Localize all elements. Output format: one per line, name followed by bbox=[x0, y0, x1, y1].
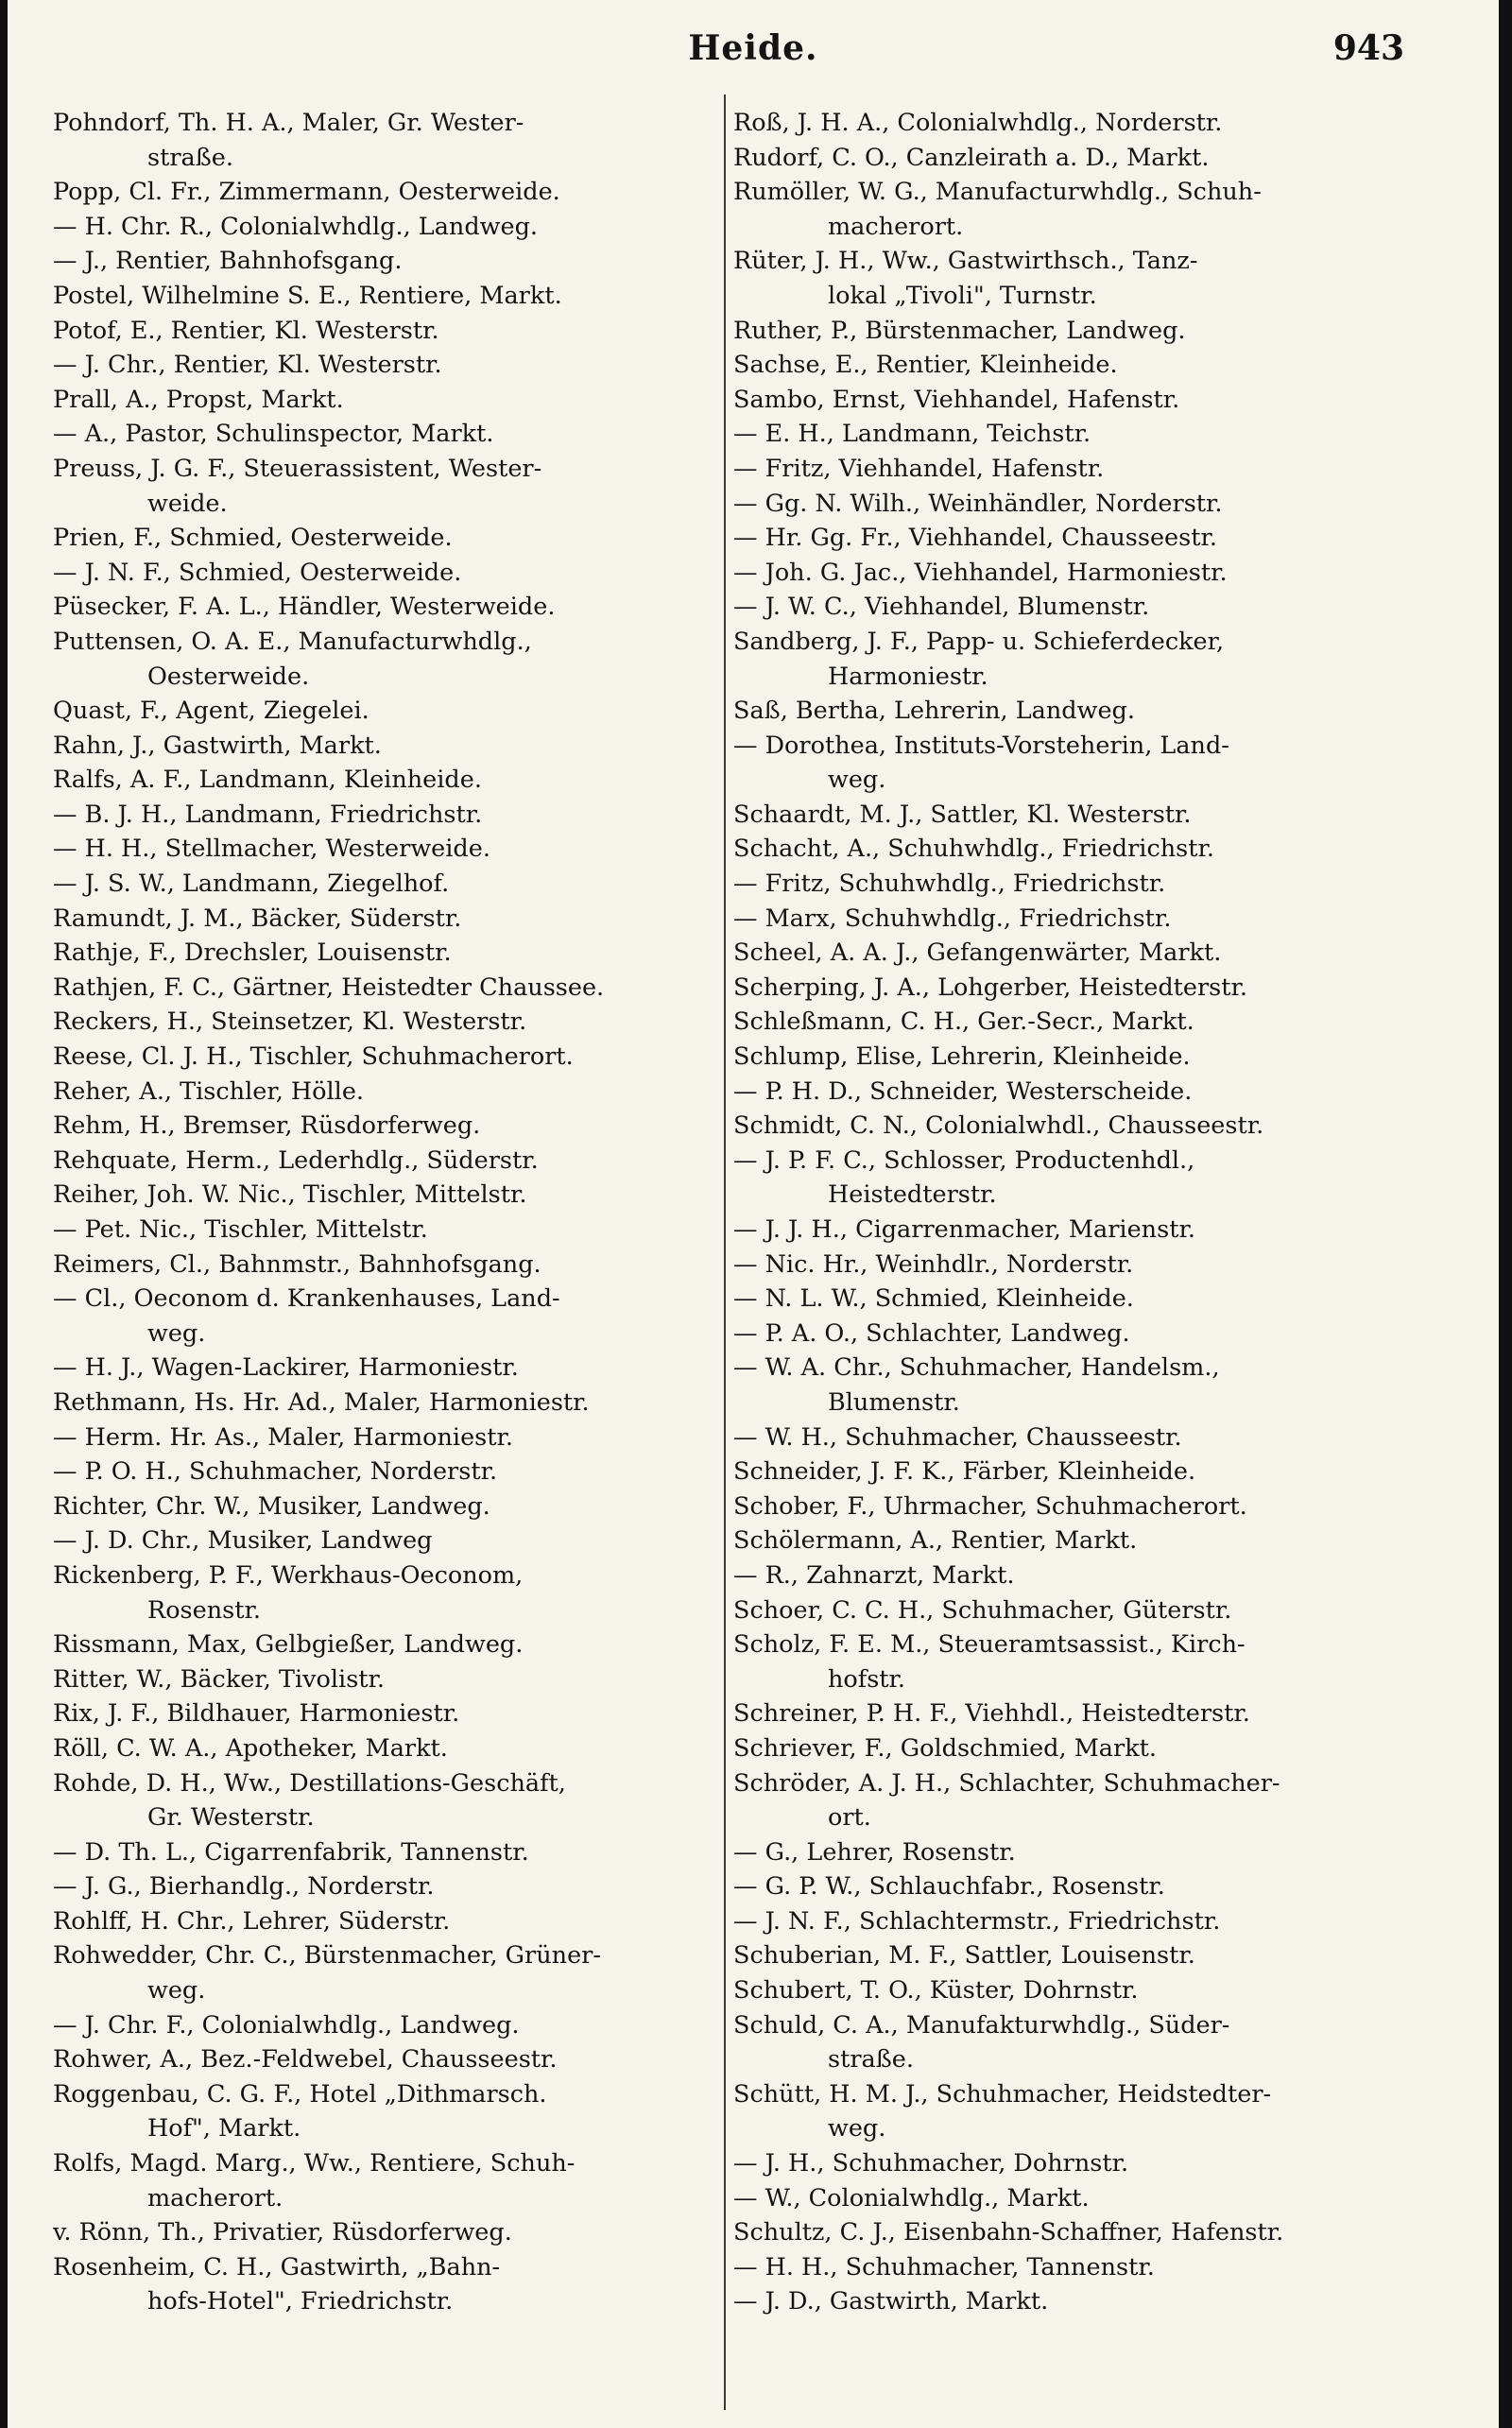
directory-entry: Rathjen, F. C., Gärtner, Heistedter Chaussee. bbox=[53, 973, 605, 1002]
directory-entry: — Joh. G. Jac., Viehhandel, Harmoniestr. bbox=[733, 558, 1228, 587]
directory-entry: Rosenheim, C. H., Gastwirth, „Bahn- bbox=[53, 2252, 501, 2282]
directory-entry: — Fritz, Viehhandel, Hafenstr. bbox=[733, 454, 1105, 483]
directory-entry: Schröder, A. J. H., Schlachter, Schuhmacher- bbox=[733, 1768, 1280, 1798]
directory-entry: — Fritz, Schuhwhdlg., Friedrichstr. bbox=[733, 870, 1166, 899]
entry-continuation: hofs-Hotel", Friedrichstr. bbox=[147, 2287, 454, 2316]
entry-continuation: Blumenstr. bbox=[828, 1387, 960, 1417]
directory-entry: — J. D. Chr., Musiker, Landweg bbox=[53, 1526, 433, 1556]
directory-entry: v. Rönn, Th., Privatier, Rüsdorferweg. bbox=[53, 2218, 512, 2247]
page-header bbox=[8, 28, 1499, 76]
directory-entry: Scheel, A. A. J., Gefangenwärter, Markt. bbox=[733, 938, 1222, 968]
directory-entry: Puttensen, O. A. E., Manufacturwhdlg., bbox=[53, 627, 532, 656]
directory-entry: Sandberg, J. F., Papp- u. Schieferdecker, bbox=[733, 627, 1225, 656]
directory-entry: — J. Chr., Rentier, Kl. Westerstr. bbox=[53, 351, 442, 380]
directory-entry: Rohlff, H. Chr., Lehrer, Süderstr. bbox=[53, 1906, 451, 1936]
directory-entry: — P. A. O., Schlachter, Landweg. bbox=[733, 1318, 1130, 1348]
directory-entry: Preuss, J. G. F., Steuerassistent, Wester- bbox=[53, 454, 542, 483]
directory-entry: Schmidt, C. N., Colonialwhdl., Chausseestr. bbox=[733, 1111, 1264, 1141]
directory-entry: Schaardt, M. J., Sattler, Kl. Westerstr. bbox=[733, 800, 1192, 829]
directory-entry: — B. J. H., Landmann, Friedrichstr. bbox=[53, 800, 483, 829]
entry-continuation: Heistedterstr. bbox=[828, 1180, 997, 1210]
directory-entry: Prall, A., Propst, Markt. bbox=[53, 385, 344, 414]
directory-entry: Ruther, P., Bürstenmacher, Landweg. bbox=[733, 316, 1186, 345]
directory-entry: Reimers, Cl., Bahnmstr., Bahnhofsgang. bbox=[53, 1249, 541, 1279]
directory-entry: — J. P. F. C., Schlosser, Productenhdl., bbox=[733, 1145, 1195, 1175]
entry-continuation: ort. bbox=[828, 1803, 871, 1833]
entry-continuation: Hof", Markt. bbox=[147, 2114, 301, 2144]
directory-entry: — J. H., Schuhmacher, Dohrnstr. bbox=[733, 2149, 1129, 2178]
directory-entry: — G. P. W., Schlauchfabr., Rosenstr. bbox=[733, 1872, 1165, 1902]
page-number: 943 bbox=[1332, 28, 1404, 68]
entry-continuation: Rosenstr. bbox=[147, 1595, 261, 1625]
directory-entry: — P. O. H., Schuhmacher, Norderstr. bbox=[53, 1457, 498, 1487]
column-rule bbox=[724, 95, 726, 2410]
directory-entry: Rehquate, Herm., Lederhdlg., Süderstr. bbox=[53, 1145, 539, 1175]
directory-entry: — W., Colonialwhdlg., Markt. bbox=[733, 2183, 1090, 2213]
entry-continuation: Gr. Westerstr. bbox=[147, 1803, 315, 1833]
directory-entry: Schreiner, P. H. F., Viehhdl., Heistedterstr. bbox=[733, 1699, 1250, 1729]
directory-entry: Rethmann, Hs. Hr. Ad., Maler, Harmoniestr. bbox=[53, 1387, 590, 1417]
directory-entry: Schleßmann, C. H., Ger.-Secr., Markt. bbox=[733, 1007, 1194, 1037]
directory-entry: — R., Zahnarzt, Markt. bbox=[733, 1560, 1015, 1590]
directory-entry: Sachse, E., Rentier, Kleinheide. bbox=[733, 351, 1118, 380]
entry-continuation: straße. bbox=[147, 143, 233, 172]
directory-entry: — J. S. W., Landmann, Ziegelhof. bbox=[53, 870, 450, 899]
directory-entry: Ramundt, J. M., Bäcker, Süderstr. bbox=[53, 904, 462, 933]
directory-entry: Schlump, Elise, Lehrerin, Kleinheide. bbox=[733, 1042, 1191, 1072]
directory-entry: — D. Th. L., Cigarrenfabrik, Tannenstr. bbox=[53, 1837, 529, 1867]
entry-continuation: weg. bbox=[828, 766, 886, 795]
directory-entry: Roggenbau, C. G. F., Hotel „Dithmarsch. bbox=[53, 2079, 547, 2109]
entry-continuation: macherort. bbox=[828, 212, 964, 241]
directory-entry: Richter, Chr. W., Musiker, Landweg. bbox=[53, 1491, 490, 1521]
entry-continuation: straße. bbox=[828, 2045, 914, 2075]
directory-entry: — J. Chr. F., Colonialwhdlg., Landweg. bbox=[53, 2010, 520, 2040]
directory-entry: Schriever, F., Goldschmied, Markt. bbox=[733, 1733, 1158, 1763]
entry-continuation: macherort. bbox=[147, 2183, 284, 2213]
directory-entry: — W. A. Chr., Schuhmacher, Handelsm., bbox=[733, 1353, 1220, 1383]
directory-entry: — G., Lehrer, Rosenstr. bbox=[733, 1837, 1016, 1867]
directory-entry: Rohde, D. H., Ww., Destillations-Geschäft, bbox=[53, 1768, 566, 1798]
entry-continuation: weide. bbox=[147, 489, 228, 518]
directory-entry: Schoer, C. C. H., Schuhmacher, Güterstr. bbox=[733, 1595, 1232, 1625]
directory-entry: — H. H., Schuhmacher, Tannenstr. bbox=[733, 2252, 1155, 2282]
directory-entry: — J. N. F., Schlachtermstr., Friedrichstr. bbox=[733, 1906, 1221, 1936]
directory-entry: Ritter, W., Bäcker, Tivolistr. bbox=[53, 1664, 386, 1694]
left-column bbox=[53, 106, 714, 2319]
directory-entry: — Herm. Hr. As., Maler, Harmoniestr. bbox=[53, 1422, 513, 1452]
directory-entry: Püsecker, F. A. L., Händler, Westerweide. bbox=[53, 593, 556, 622]
directory-entry: Reher, A., Tischler, Hölle. bbox=[53, 1076, 365, 1106]
directory-entry: Schölermann, A., Rentier, Markt. bbox=[733, 1526, 1138, 1556]
directory-entry: Ralfs, A. F., Landmann, Kleinheide. bbox=[53, 766, 482, 795]
directory-entry: Popp, Cl. Fr., Zimmermann, Oesterweide. bbox=[53, 178, 560, 207]
directory-entry: Schuberian, M. F., Sattler, Louisenstr. bbox=[733, 1941, 1195, 1971]
directory-entry: Schütt, H. M. J., Schuhmacher, Heidstedter- bbox=[733, 2079, 1272, 2109]
directory-entry: Rehm, H., Bremser, Rüsdorferweg. bbox=[53, 1111, 481, 1141]
running-head: Heide. bbox=[688, 28, 818, 68]
directory-entry: Rohwer, A., Bez.-Feldwebel, Chausseestr. bbox=[53, 2045, 558, 2075]
directory-entry: Rathje, F., Drechsler, Louisenstr. bbox=[53, 938, 452, 968]
directory-entry: Rumöller, W. G., Manufacturwhdlg., Schuh- bbox=[733, 178, 1262, 207]
directory-entry: Schober, F., Uhrmacher, Schuhmacherort. bbox=[733, 1491, 1247, 1521]
entry-continuation: Harmoniestr. bbox=[828, 662, 988, 691]
entry-continuation: lokal „Tivoli", Turnstr. bbox=[828, 281, 1097, 310]
directory-entry: Scholz, F. E. M., Steueramtsassist., Kirch- bbox=[733, 1630, 1246, 1660]
directory-entry: — W. H., Schuhmacher, Chausseestr. bbox=[733, 1422, 1182, 1452]
entry-continuation: Oesterweide. bbox=[147, 662, 310, 691]
directory-entry: Schneider, J. F. K., Färber, Kleinheide. bbox=[733, 1457, 1196, 1487]
directory-entry: — Gg. N. Wilh., Weinhändler, Norderstr. bbox=[733, 489, 1223, 518]
directory-entry: Schacht, A., Schuhwhdlg., Friedrichstr. bbox=[733, 835, 1214, 864]
directory-entry: — J. J. H., Cigarrenmacher, Marienstr. bbox=[733, 1215, 1195, 1244]
directory-entry: — Nic. Hr., Weinhdlr., Norderstr. bbox=[733, 1249, 1134, 1279]
directory-entry: Rix, J. F., Bildhauer, Harmoniestr. bbox=[53, 1699, 460, 1729]
directory-entry: — Marx, Schuhwhdlg., Friedrichstr. bbox=[733, 904, 1172, 933]
directory-entry: — Dorothea, Instituts-Vorsteherin, Land- bbox=[733, 731, 1229, 760]
directory-entry: — H. Chr. R., Colonialwhdlg., Landweg. bbox=[53, 212, 539, 241]
directory-page bbox=[8, 0, 1499, 2428]
directory-entry: Potof, E., Rentier, Kl. Westerstr. bbox=[53, 316, 439, 345]
directory-entry: Rohwedder, Chr. C., Bürstenmacher, Grüner- bbox=[53, 1941, 601, 1971]
entry-continuation: weg. bbox=[828, 2114, 886, 2144]
directory-entry: — H. J., Wagen-Lackirer, Harmoniestr. bbox=[53, 1353, 519, 1383]
directory-entry: Rissmann, Max, Gelbgießer, Landweg. bbox=[53, 1630, 524, 1660]
directory-entry: Roß, J. H. A., Colonialwhdlg., Norderstr. bbox=[733, 109, 1223, 137]
entry-continuation: hofstr. bbox=[828, 1664, 906, 1694]
directory-entry: — J., Rentier, Bahnhofsgang. bbox=[53, 247, 403, 276]
entry-continuation: weg. bbox=[147, 1318, 206, 1348]
directory-entry: Rickenberg, P. F., Werkhaus-Oeconom, bbox=[53, 1560, 524, 1590]
directory-entry: — J. N. F., Schmied, Oesterweide. bbox=[53, 558, 462, 587]
right-column bbox=[733, 106, 1480, 2319]
directory-entry: Rudorf, C. O., Canzleirath a. D., Markt. bbox=[733, 143, 1210, 172]
directory-entry: — P. H. D., Schneider, Westerscheide. bbox=[733, 1076, 1193, 1106]
directory-entry: — J. D., Gastwirth, Markt. bbox=[733, 2287, 1049, 2316]
directory-entry: Reese, Cl. J. H., Tischler, Schuhmacherort. bbox=[53, 1042, 574, 1072]
directory-entry: — N. L. W., Schmied, Kleinheide. bbox=[733, 1284, 1134, 1314]
directory-entry: Saß, Bertha, Lehrerin, Landweg. bbox=[733, 697, 1135, 726]
directory-entry: Rolfs, Magd. Marg., Ww., Rentiere, Schuh- bbox=[53, 2149, 576, 2178]
directory-entry: Schuld, C. A., Manufakturwhdlg., Süder- bbox=[733, 2010, 1230, 2040]
directory-entry: Reiher, Joh. W. Nic., Tischler, Mittelstr. bbox=[53, 1180, 527, 1210]
directory-entry: — H. H., Stellmacher, Westerweide. bbox=[53, 835, 490, 864]
directory-entry: — Pet. Nic., Tischler, Mittelstr. bbox=[53, 1215, 428, 1244]
directory-entry: — Cl., Oeconom d. Krankenhauses, Land- bbox=[53, 1284, 560, 1314]
directory-entry: Schultz, C. J., Eisenbahn-Schaffner, Hafenstr. bbox=[733, 2218, 1284, 2247]
directory-entry: Röll, C. W. A., Apotheker, Markt. bbox=[53, 1733, 448, 1763]
directory-entry: Schubert, T. O., Küster, Dohrnstr. bbox=[733, 1976, 1139, 2006]
directory-entry: Quast, F., Agent, Ziegelei. bbox=[53, 697, 369, 726]
directory-entry: — A., Pastor, Schulinspector, Markt. bbox=[53, 420, 494, 449]
directory-entry: — Hr. Gg. Fr., Viehhandel, Chausseestr. bbox=[733, 524, 1217, 553]
entry-continuation: weg. bbox=[147, 1976, 206, 2006]
directory-entry: Pohndorf, Th. H. A., Maler, Gr. Wester- bbox=[53, 109, 524, 137]
directory-entry: Prien, F., Schmied, Oesterweide. bbox=[53, 524, 453, 553]
directory-entry: Rüter, J. H., Ww., Gastwirthsch., Tanz- bbox=[733, 247, 1198, 276]
directory-entry: Rahn, J., Gastwirth, Markt. bbox=[53, 731, 382, 760]
directory-entry: Postel, Wilhelmine S. E., Rentiere, Markt. bbox=[53, 281, 562, 310]
directory-entry: — J. W. C., Viehhandel, Blumenstr. bbox=[733, 593, 1150, 622]
directory-entry: Sambo, Ernst, Viehhandel, Hafenstr. bbox=[733, 385, 1180, 414]
directory-entry: — J. G., Bierhandlg., Norderstr. bbox=[53, 1872, 435, 1902]
directory-entry: — E. H., Landmann, Teichstr. bbox=[733, 420, 1091, 449]
directory-entry: Scherping, J. A., Lohgerber, Heistedterstr. bbox=[733, 973, 1247, 1002]
directory-entry: Reckers, H., Steinsetzer, Kl. Westerstr. bbox=[53, 1007, 527, 1037]
